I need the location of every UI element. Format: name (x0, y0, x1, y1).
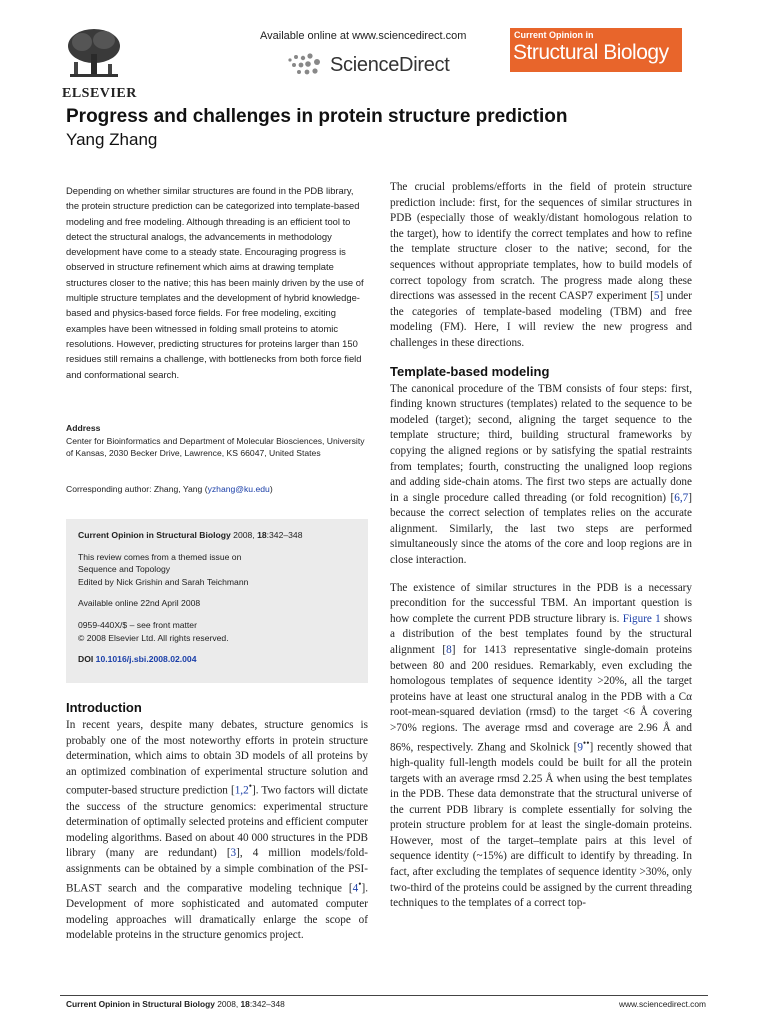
article-author: Yang Zhang (66, 130, 158, 149)
tbm-heading: Template-based modeling (390, 363, 550, 379)
citation-year: 2008, (230, 530, 258, 540)
corresponding-author (66, 484, 366, 494)
right-column (390, 180, 692, 912)
article-info-box (66, 519, 368, 683)
citation-pages: :342–348 (266, 530, 303, 540)
ref-link[interactable]: 5 (653, 290, 660, 303)
doi-link[interactable]: 10.1016/j.sbi.2008.02.004 (95, 654, 197, 665)
page-header (60, 22, 708, 102)
footer-volume: 18 (240, 999, 250, 1009)
ref-link[interactable]: 4 (352, 882, 359, 895)
themed-issue-topic: Sequence and Topology (78, 564, 171, 575)
publisher-name: ELSEVIER (62, 86, 137, 101)
tbm-paragraph-1: The canonical procedure of the TBM consists of four steps: first, finding known structures (templates) related to the sequence to be modeled (target); second, aligning the target sequence to the template structure; third, building structural frameworks by copying the aligned regions or by satisfying the spatial restraints from templates; fourth, constructing the unaligned loop regions and adding side-chain atoms. The first two steps are actually done in a single procedure called threading (or fold recognition) [6,7] because the correct selection of templates relies on the accurate alignment. Similarly, the last two steps are performed simultaneously since the atoms of the core and loop regions are in close interaction. (390, 382, 692, 567)
footer-pages: :342–348 (249, 999, 285, 1009)
introduction-heading: Introduction (66, 700, 142, 715)
address-block (66, 422, 366, 460)
tbm-paragraph-2: The existence of similar structures in the PDB is a necessary precondition for the successful TBM. An important question is how complete the current PDB structure library is. Figure 1 shows a distribution of the best templates found by the structural alignment [8] for 1413 representative single-domain proteins between 80 and 200 residues. Remarkably, even excluding the homologous templates of sequence identity >20%, all the target proteins have at least one structural analog in the PDB with a Cα root-mean-squared deviation (rmsd) to the target <6 Å covering >70% regions. The average rmsd and coverage are 2.96 Å and 86%, respectively. Zhang and Skolnick [9••] recently showed that high-quality full-length models could be built for all the protein targets with an average rmsd 2.25 Å when using the best templates in the PDB. These data demonstrate that the structural universe of the current PDB library is complete essentially for solving the protein structure problem for at least the single-domain proteins. However, most of the target–template pairs at this level of sequence identity (~15%) are difficult to identify by threading. In fact, after excluding the templates of sequence identity >30%, only two-third of the proteins could be assigned by the current threading techniques to the templates of a correct top- (390, 581, 692, 910)
elsevier-tree-logo (64, 26, 124, 82)
rights-block (78, 619, 356, 644)
available-date: Available online 22nd April 2008 (78, 598, 201, 609)
figure-link[interactable]: Figure 1 (622, 612, 661, 625)
journal-banner-title: Structural Biology (513, 41, 669, 64)
address-heading: Address (66, 423, 101, 433)
available-online-text: Available online at www.sciencedirect.com (260, 30, 467, 42)
corresponding-prefix: Corresponding author: Zhang, Yang ( (66, 484, 208, 494)
ref-link[interactable]: 9 (577, 741, 583, 754)
ref-link[interactable]: 8 (446, 644, 452, 657)
corresponding-suffix: ) (269, 484, 273, 494)
citation-line (78, 529, 356, 542)
copyright-text: 2008 Elsevier Ltd. All rights reserved. (86, 632, 229, 643)
ref-link[interactable]: 3 (230, 847, 237, 860)
copyright-line (78, 632, 356, 645)
footer-citation (66, 999, 285, 1009)
citation-journal: Current Opinion in Structural Biology (78, 530, 231, 540)
journal-banner (510, 28, 682, 72)
themed-issue-intro: This review comes from a themed issue on (78, 551, 242, 562)
introduction-paragraph: In recent years, despite many debates, structure genomics is probably one of the most noteworthy efforts in protein structure determination, which aims to obtain 3D models of all proteins by an optimized combination of experimental structure solution and computer-based structure prediction [1,2•]. Two factors will dictate the success of the structure genomics: experimental structure determination of optimally selected proteins and efficient computer modeling algorithms. Based on about 40 000 structures in the PDB library (many are redundant) [3], 4 million models/fold-assignments can be obtained by a simple combination of the PSI-BLAST search and the comparative modeling technique [4•]. Development of more sophisticated and automated computer modeling approaches will dramatically enlarge the scope of modelable proteins in the structure genomics project. (66, 719, 369, 942)
themed-issue (78, 551, 356, 589)
author-email-link[interactable]: yzhang@ku.edu (207, 484, 270, 494)
footer-year: 2008, (214, 999, 241, 1009)
footer-rule (60, 995, 708, 996)
sciencedirect-dots-icon (286, 52, 326, 78)
introduction-section (66, 700, 368, 944)
sciencedirect-wordmark: ScienceDirect (330, 54, 450, 76)
address-text: Center for Bioinformatics and Department of Molecular Biosciences, University of Kansas, 2030 Becker Drive, Lawrence, KS 66047, United States (66, 435, 365, 458)
doi-line (78, 653, 356, 666)
issn-line: 0959-440X/$ – see front matter (78, 619, 197, 630)
ref-link[interactable]: 1,2 (234, 785, 249, 798)
article-title: Progress and challenges in protein structure prediction (66, 106, 568, 127)
citation-volume: 18 (257, 530, 267, 540)
ref-link[interactable]: 6,7 (674, 491, 689, 504)
themed-issue-editors: Edited by Nick Grishin and Sarah Teichmann (78, 576, 249, 587)
footer-journal: Current Opinion in Structural Biology (66, 999, 215, 1009)
journal-banner-small: Current Opinion in (514, 30, 594, 40)
copyright-icon: © (78, 632, 85, 643)
abstract: Depending on whether similar structures are found in the PDB library, the protein structure prediction can be categorized into template-based modeling and free modeling. Although threading is an efficient tool to detect the structural analogs, the advancements in methodology development have come to a steady state. Encouraging progress is observed in structure refinement which aims at drawing template structures closer to the native; this has been mainly driven by the use of multiple structure templates and the development of hybrid knowledge-based and physics-based force fields. For free modeling, exciting examples have been witnessed in folding small proteins to atomic resolutions. However, predicting structures for proteins larger than 150 residues still remains a challenge, with bottlenecks from both force field and conformational search. (66, 185, 364, 380)
doi-label: DOI (78, 654, 96, 665)
footer-url[interactable]: www.sciencedirect.com (618, 999, 706, 1009)
problems-paragraph: The crucial problems/efforts in the field of protein structure prediction include: first, for the sequences of similar structures in PDB (especially those of weakly/distant homologous relation to the target), how to identify the correct templates and how to refine the template structure closer to the native; second, for the sequences without appropriate templates, how to build models of correct topology from scratch. The progress made along these directions was assessed in the recent CASP7 experiment [5] under the categories of template-based modeling (TBM) and free modeling (FM). Here, I will review the new progress and challenges in these directions. (390, 181, 692, 349)
